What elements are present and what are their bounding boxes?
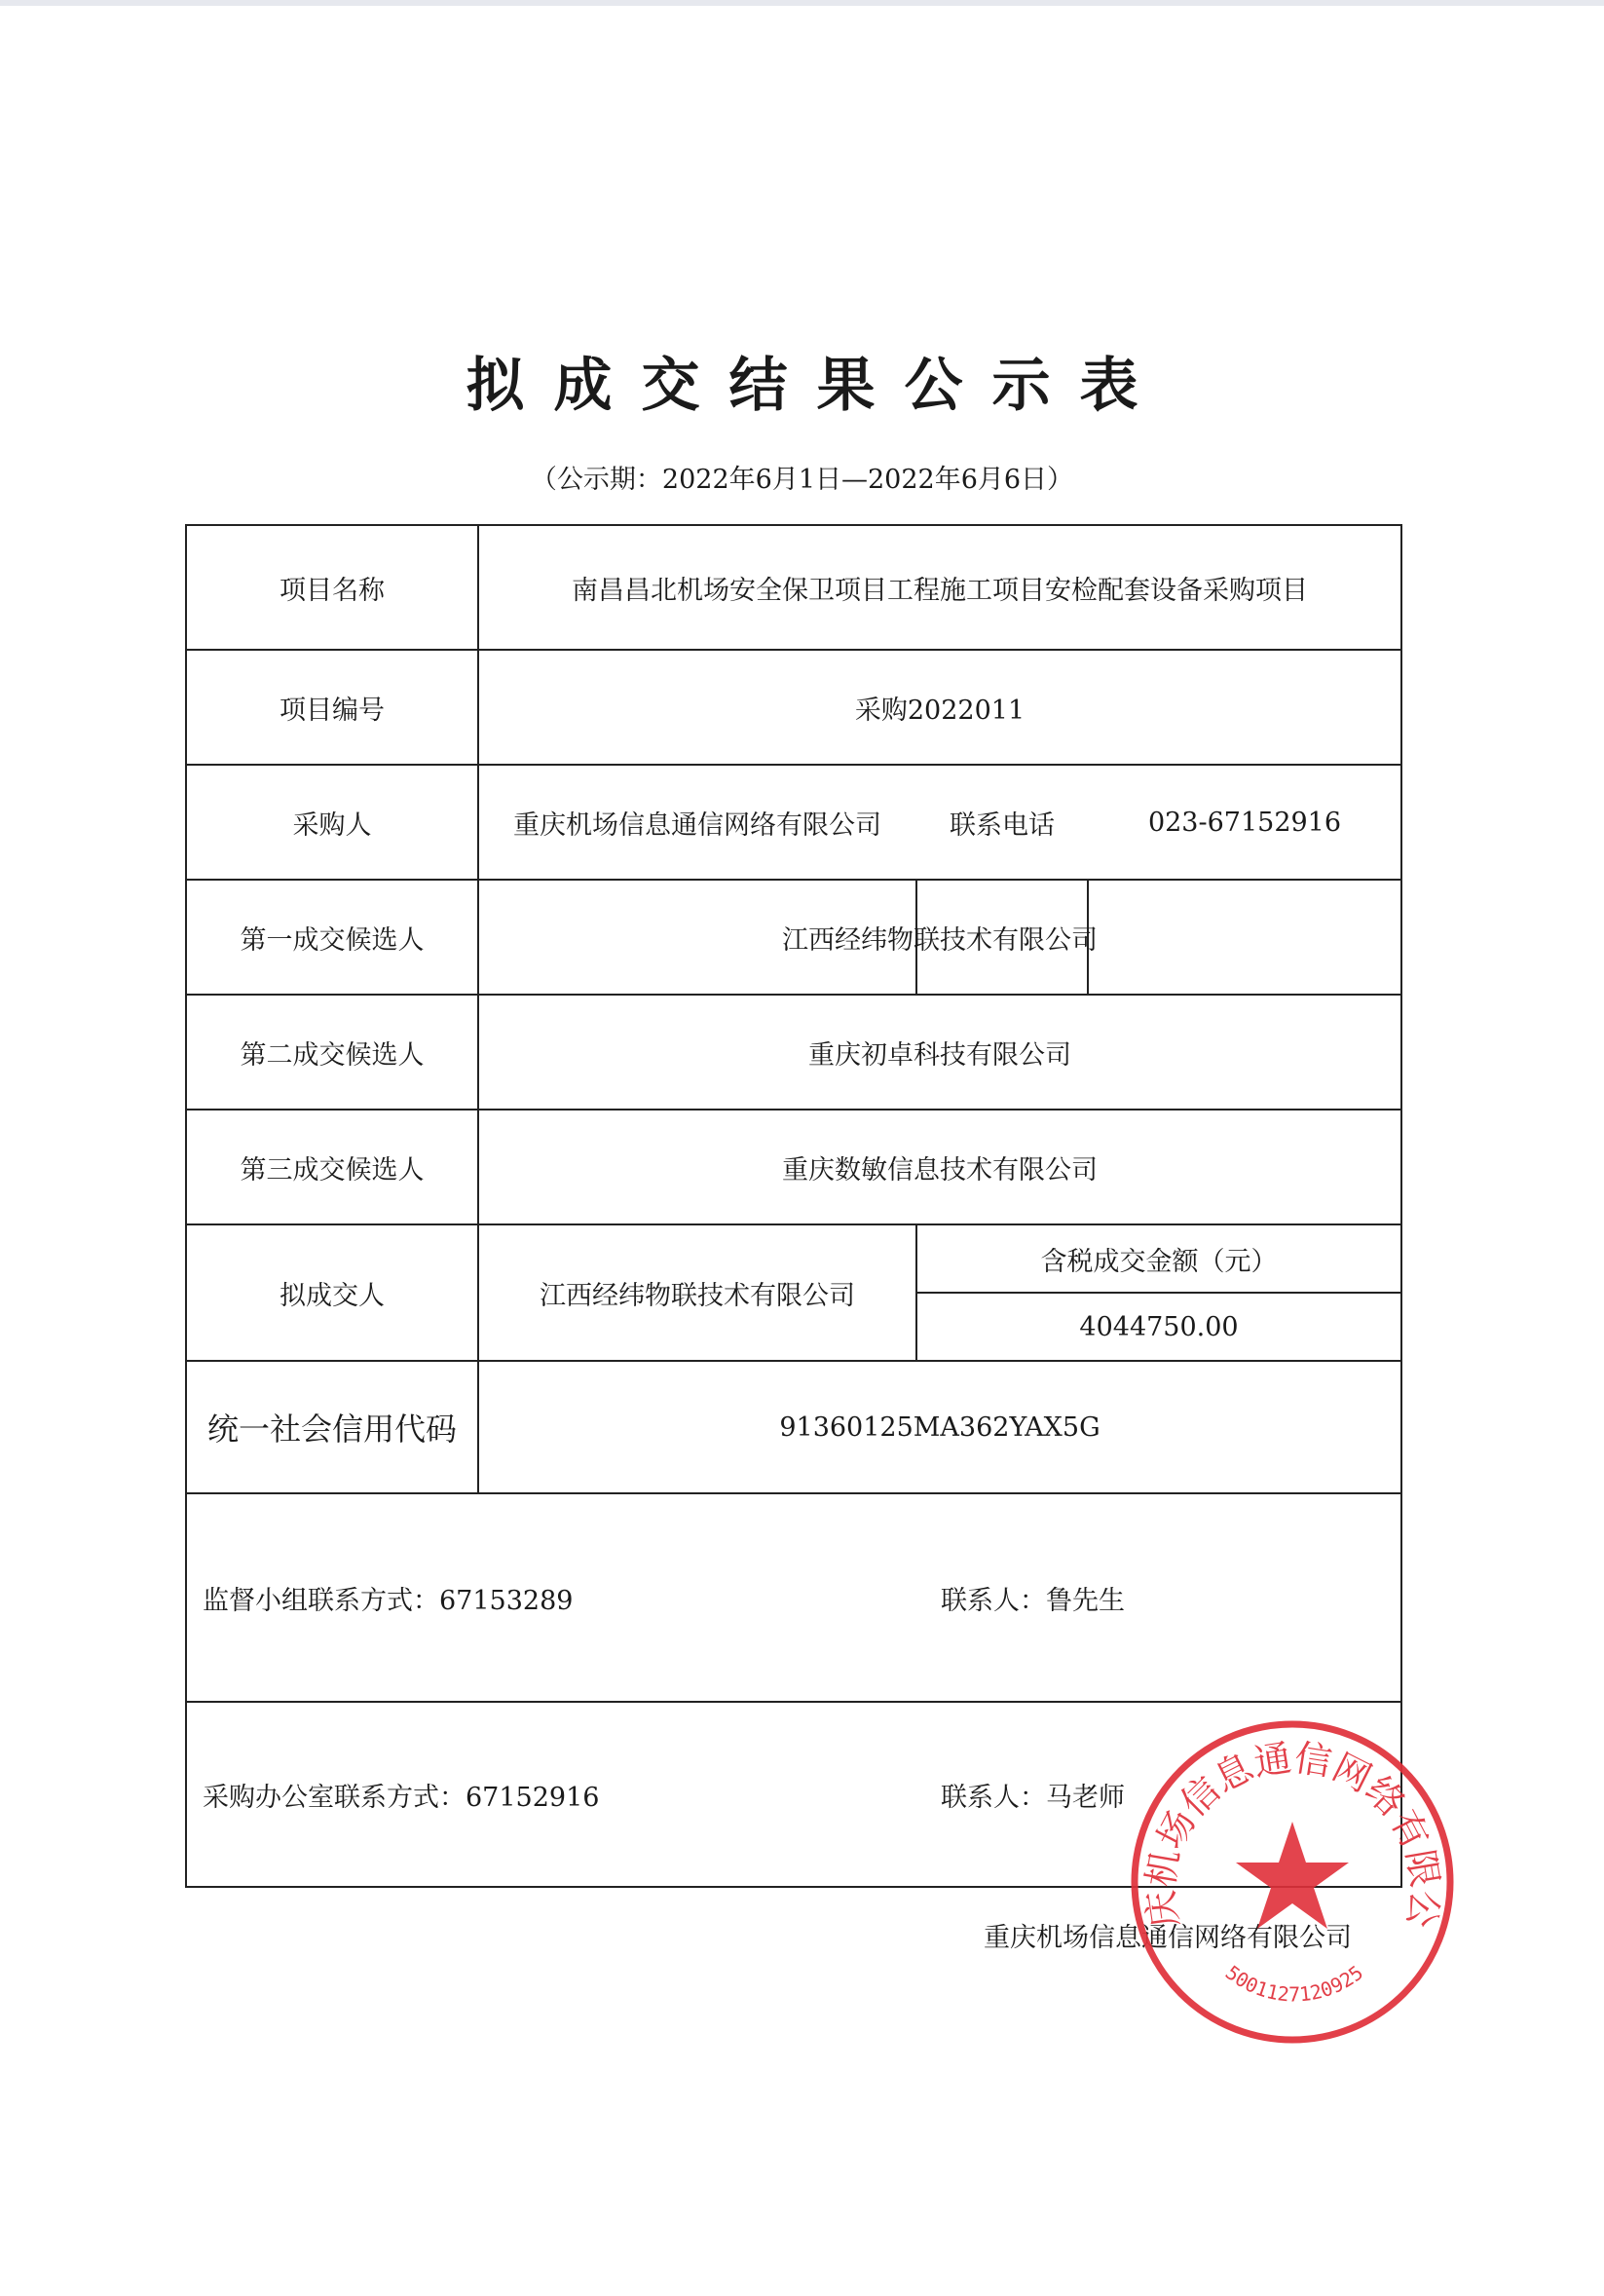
proposed-value: 江西经纬物联技术有限公司 bbox=[540, 1280, 855, 1311]
project-no-value: 采购2022011 bbox=[854, 695, 1026, 726]
project-no-label: 项目编号 bbox=[280, 695, 385, 726]
supervision-contact: 监督小组联系方式：67153289 bbox=[203, 1585, 574, 1616]
result-table bbox=[185, 524, 1402, 1888]
office-person: 联系人：马老师 bbox=[941, 1782, 1125, 1813]
supervision-person: 联系人：鲁先生 bbox=[941, 1585, 1125, 1616]
seal-company-text: 庆机场信息通信网络有限公 bbox=[1138, 1736, 1447, 1931]
purchaser-label: 采购人 bbox=[292, 809, 372, 841]
candidate2-label: 第二成交候选人 bbox=[240, 1039, 425, 1071]
purchaser-value: 重庆机场信息通信网络有限公司 bbox=[513, 809, 881, 841]
candidate1-value: 江西经纬物联技术有限公司 bbox=[782, 924, 1098, 956]
candidate2-value: 重庆初卓科技有限公司 bbox=[808, 1039, 1071, 1071]
seal-stamp-icon bbox=[1125, 1714, 1461, 2051]
candidate3-value: 重庆数敏信息技术有限公司 bbox=[782, 1154, 1098, 1186]
project-name-label: 项目名称 bbox=[280, 575, 385, 606]
publicity-period: （公示期：2022年6月1日—2022年6月6日） bbox=[530, 465, 1074, 495]
candidate3-label: 第三成交候选人 bbox=[240, 1154, 425, 1186]
phone-value: 023-67152916 bbox=[1147, 807, 1342, 838]
document-title: 拟成交结果公示表 bbox=[466, 352, 1168, 420]
scan-top-edge bbox=[0, 0, 1604, 6]
credit-code-label: 统一社会信用代码 bbox=[206, 1411, 457, 1448]
phone-label: 联系电话 bbox=[950, 809, 1055, 841]
amount-value: 4044750.00 bbox=[1079, 1311, 1239, 1342]
amount-label: 含税成交金额（元） bbox=[1040, 1246, 1278, 1277]
footer-company-name: 重庆机场信息通信网络有限公司 bbox=[984, 1923, 1352, 1953]
candidate1-label: 第一成交候选人 bbox=[240, 924, 425, 956]
project-name-value: 南昌昌北机场安全保卫项目工程施工项目安检配套设备采购项目 bbox=[572, 575, 1308, 606]
seal-number-text: 5001127120925 bbox=[1220, 1960, 1368, 2007]
seal-star-icon bbox=[1236, 1822, 1349, 1929]
office-contact: 采购办公室联系方式：67152916 bbox=[203, 1782, 600, 1813]
proposed-label: 拟成交人 bbox=[280, 1280, 385, 1311]
company-seal bbox=[1125, 1714, 1461, 2051]
credit-code-value: 91360125MA362YAX5G bbox=[779, 1411, 1100, 1443]
